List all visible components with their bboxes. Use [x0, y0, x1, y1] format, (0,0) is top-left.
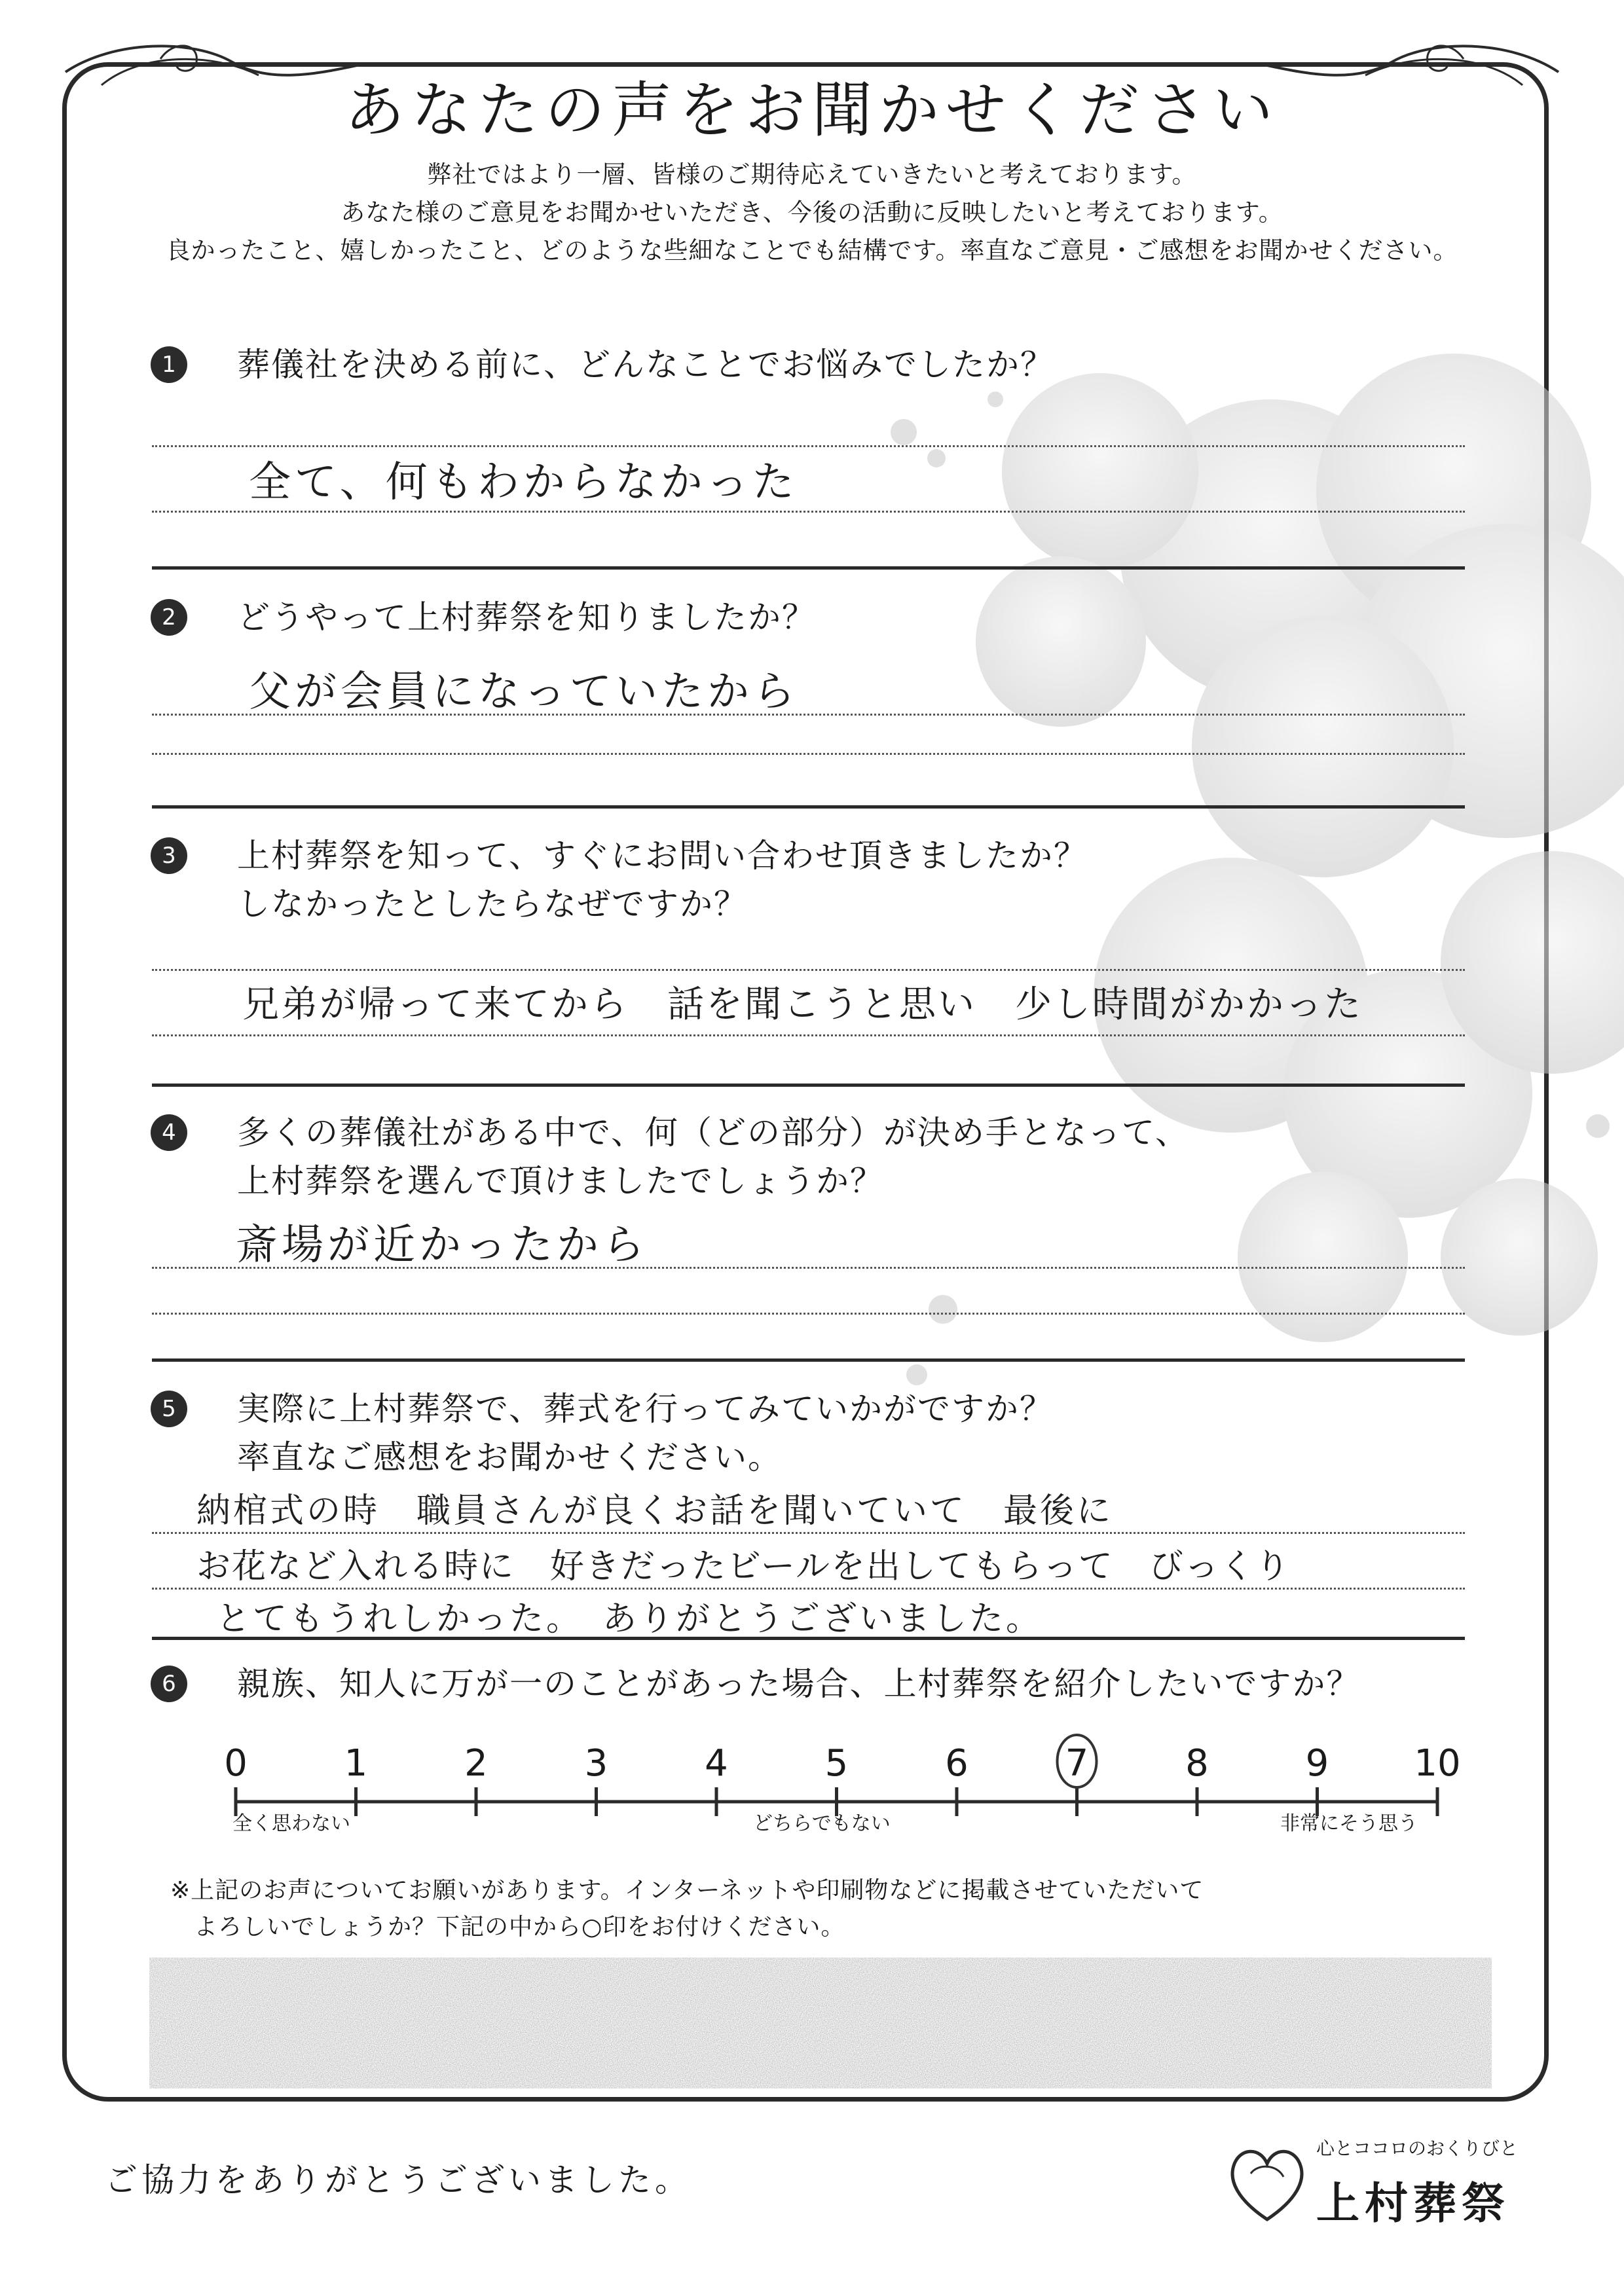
handwritten-answer-3: 兄弟が帰って来てから 話を聞こうと思い 少し時間がかかった [242, 983, 1363, 1026]
scale-tick-label: 6 [945, 1742, 969, 1785]
question-text: 多くの葬儀社がある中で、何（どの部分）が決め手となって、 [237, 1114, 1189, 1152]
answer-dotted-line [152, 753, 1465, 755]
answer-dotted-line [152, 445, 1465, 447]
section-divider [152, 566, 1465, 570]
section-divider [152, 1637, 1465, 1640]
scale-caption-high: 非常にそう思う [1280, 1812, 1418, 1835]
handwritten-answer-5-line-3: とてもうれしかった。 ありがとうございました。 [216, 1599, 1043, 1639]
publication-permission-notice [170, 1872, 1204, 1946]
answer-dotted-line [152, 1034, 1465, 1036]
scale-tick-label: 9 [1305, 1742, 1329, 1785]
scale-tick-label: 2 [464, 1742, 488, 1785]
question-text: 上村葬祭を知って、すぐにお問い合わせ頂きましたか？ [237, 837, 1088, 875]
question-text: 率直なご感想をお聞かせください。 [237, 1438, 782, 1476]
question-number-badge: 2 [151, 599, 187, 636]
logo-company-name: 上村葬祭 [1316, 2178, 1510, 2229]
question-number-badge: 1 [151, 346, 187, 383]
question-1 [152, 340, 1054, 389]
scale-tick-label: 1 [344, 1742, 368, 1785]
intro-line: あなた様のご意見をお聞かせいただき、今後の活動に反映したいと考えております。 [341, 198, 1283, 227]
question-6 [152, 1660, 1361, 1708]
question-text: 上村葬祭を選んで頂けましたでしょうか？ [237, 1162, 884, 1200]
answer-dotted-line [152, 1588, 1465, 1590]
handwritten-answer-4: 斎場が近かったから [236, 1221, 648, 1269]
scale-tick-label: 7 [1065, 1742, 1089, 1785]
scale-tick-label: 5 [824, 1742, 849, 1785]
section-divider [152, 1084, 1465, 1087]
answer-dotted-line [152, 969, 1465, 971]
section-divider [152, 805, 1465, 809]
question-text: しなかったとしたらなぜですか？ [237, 885, 748, 923]
question-4 [152, 1108, 1189, 1205]
notice-line: よろしいでしょうか？下記の中から○印をお付けください。 [194, 1914, 845, 1941]
company-logo [1225, 2128, 1565, 2239]
handwritten-answer-2: 父が会員になっていたから [249, 668, 799, 716]
question-text: 実際に上村葬祭で、葬式を行ってみていかがですか？ [237, 1390, 1054, 1428]
question-3 [152, 831, 1088, 928]
scale-tick-label: 8 [1185, 1742, 1209, 1785]
question-text: 葬儀社を決める前に、どんなことでお悩みでしたか？ [237, 346, 1054, 384]
intro-line: 良かったこと、嬉しかったこと、どのような些細なことでも結構です。率直なご意見・ご感想をお聞かせください。 [166, 236, 1458, 264]
intro-line: 弊社ではより一層、皆様のご期待応えていきたいと考えております。 [427, 160, 1197, 189]
scale-tick-label: 4 [705, 1742, 728, 1785]
page-title: あなたの声をお聞かせください [344, 75, 1280, 145]
scale-tick-label: 10 [1414, 1742, 1461, 1785]
question-number-badge: 4 [151, 1114, 187, 1151]
answer-dotted-line [152, 714, 1465, 716]
intro-text [0, 156, 1624, 270]
question-text: どうやって上村葬祭を知りましたか？ [237, 598, 816, 636]
scale-caption-low: 全く思わない [232, 1812, 350, 1835]
logo-tagline: 心とココロのおくりびと [1316, 2138, 1519, 2159]
question-number-badge: 6 [151, 1666, 187, 1702]
scale-caption-mid: どちらでもない [753, 1812, 891, 1835]
question-2 [152, 593, 816, 642]
question-5 [152, 1385, 1054, 1482]
redacted-noise-area [149, 1958, 1492, 2088]
question-number-badge: 3 [151, 837, 187, 874]
section-divider [152, 1358, 1465, 1362]
question-number-badge: 5 [151, 1391, 187, 1427]
footer-thanks: ご協力をありがとうございました。 [105, 2161, 692, 2199]
answer-dotted-line [152, 511, 1465, 513]
answer-dotted-line [152, 1532, 1465, 1534]
answer-dotted-line [152, 1313, 1465, 1315]
question-text: 親族、知人に万が一のことがあった場合、上村葬祭を紹介したいですか？ [237, 1665, 1361, 1703]
scale-tick-label: 3 [584, 1742, 608, 1785]
handwritten-answer-1: 全て、何もわからなかった [249, 458, 798, 507]
handwritten-answer-5-line-2: お花など入れる時に 好きだったビールを出してもらって びっくり [196, 1547, 1291, 1586]
handwritten-answer-5-line-1: 納棺式の時 職員さんが良くお話を聞いていて 最後に [196, 1491, 1114, 1531]
answer-dotted-line [152, 1267, 1465, 1269]
scale-tick-label: 0 [224, 1742, 248, 1785]
heart-logo-icon [1225, 2128, 1310, 2232]
notice-line: ※上記のお声についてお願いがあります。インターネットや印刷物などに掲載させていただいて [170, 1877, 1204, 1904]
